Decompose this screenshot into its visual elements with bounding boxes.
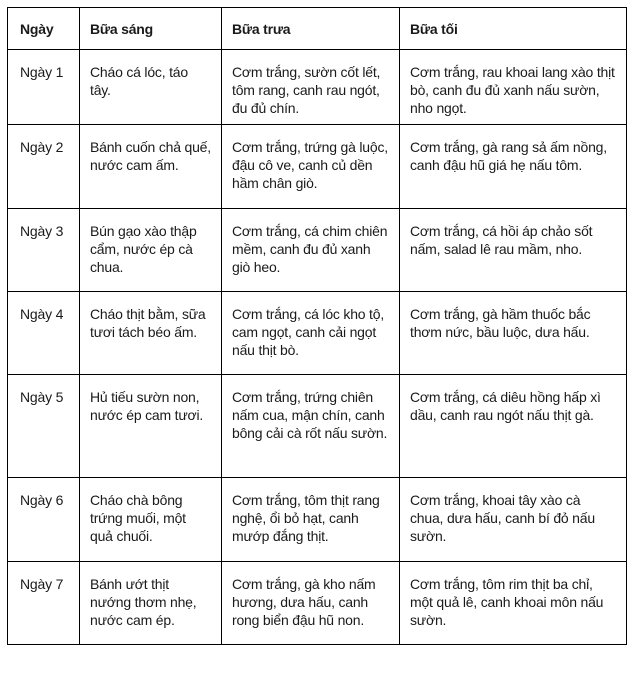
day-cell: Ngày 5: [8, 375, 80, 478]
breakfast-cell: Bánh cuốn chả quế, nước cam ấm.: [80, 125, 222, 209]
table-row: [8, 562, 627, 645]
day-cell: Ngày 1: [8, 50, 80, 125]
lunch-cell: Cơm trắng, tôm thịt rang nghệ, ổi bỏ hạt, canh mướp đắng thịt.: [222, 478, 400, 562]
table-row: [8, 375, 627, 478]
breakfast-cell: Cháo chà bông trứng muối, một quả chuối.: [80, 478, 222, 562]
table-row: [8, 209, 627, 292]
table-row: [8, 125, 627, 209]
lunch-cell: Cơm trắng, sườn cốt lết, tôm rang, canh rau ngót, đu đủ chín.: [222, 50, 400, 125]
breakfast-cell: Cháo thịt bằm, sữa tươi tách béo ấm.: [80, 292, 222, 375]
breakfast-cell: Bánh ướt thịt nướng thơm nhẹ, nước cam ép.: [80, 562, 222, 645]
header-row: [8, 8, 627, 50]
lunch-cell: Cơm trắng, trứng gà luộc, đậu cô ve, canh củ dền hầm chân giò.: [222, 125, 400, 209]
lunch-cell: Cơm trắng, trứng chiên nấm cua, mận chín, canh bông cải cà rốt nấu sườn.: [222, 375, 400, 478]
day-cell: Ngày 6: [8, 478, 80, 562]
breakfast-cell: Bún gạo xào thập cẩm, nước ép cà chua.: [80, 209, 222, 292]
breakfast-cell: Hủ tiếu sườn non, nước ép cam tươi.: [80, 375, 222, 478]
table-row: [8, 292, 627, 375]
meal-plan-table: [7, 7, 627, 645]
dinner-cell: Cơm trắng, gà hầm thuốc bắc thơm nức, bầu luộc, dưa hấu.: [400, 292, 627, 375]
dinner-cell: Cơm trắng, khoai tây xào cà chua, dưa hấu, canh bí đỏ nấu sườn.: [400, 478, 627, 562]
lunch-cell: Cơm trắng, gà kho nấm hương, dưa hấu, canh rong biển đậu hũ non.: [222, 562, 400, 645]
day-cell: Ngày 4: [8, 292, 80, 375]
day-cell: Ngày 7: [8, 562, 80, 645]
dinner-cell: Cơm trắng, rau khoai lang xào thịt bò, canh đu đủ xanh nấu sườn, nho ngọt.: [400, 50, 627, 125]
header-lunch: Bữa trưa: [222, 8, 400, 50]
day-cell: Ngày 2: [8, 125, 80, 209]
day-cell: Ngày 3: [8, 209, 80, 292]
dinner-cell: Cơm trắng, gà rang sả ấm nồng, canh đậu hũ giá hẹ nấu tôm.: [400, 125, 627, 209]
lunch-cell: Cơm trắng, cá chim chiên mềm, canh đu đủ xanh giò heo.: [222, 209, 400, 292]
lunch-cell: Cơm trắng, cá lóc kho tộ, cam ngọt, canh cải ngọt nấu thịt bò.: [222, 292, 400, 375]
dinner-cell: Cơm trắng, cá diêu hồng hấp xì dầu, canh rau ngót nấu thịt gà.: [400, 375, 627, 478]
breakfast-cell: Cháo cá lóc, táo tây.: [80, 50, 222, 125]
table-row: [8, 478, 627, 562]
header-breakfast: Bữa sáng: [80, 8, 222, 50]
dinner-cell: Cơm trắng, tôm rim thịt ba chỉ, một quả lê, canh khoai môn nấu sườn.: [400, 562, 627, 645]
dinner-cell: Cơm trắng, cá hồi áp chảo sốt nấm, salad lê rau mầm, nho.: [400, 209, 627, 292]
header-dinner: Bữa tối: [400, 8, 627, 50]
table-row: [8, 50, 627, 125]
header-day: Ngày: [8, 8, 80, 50]
